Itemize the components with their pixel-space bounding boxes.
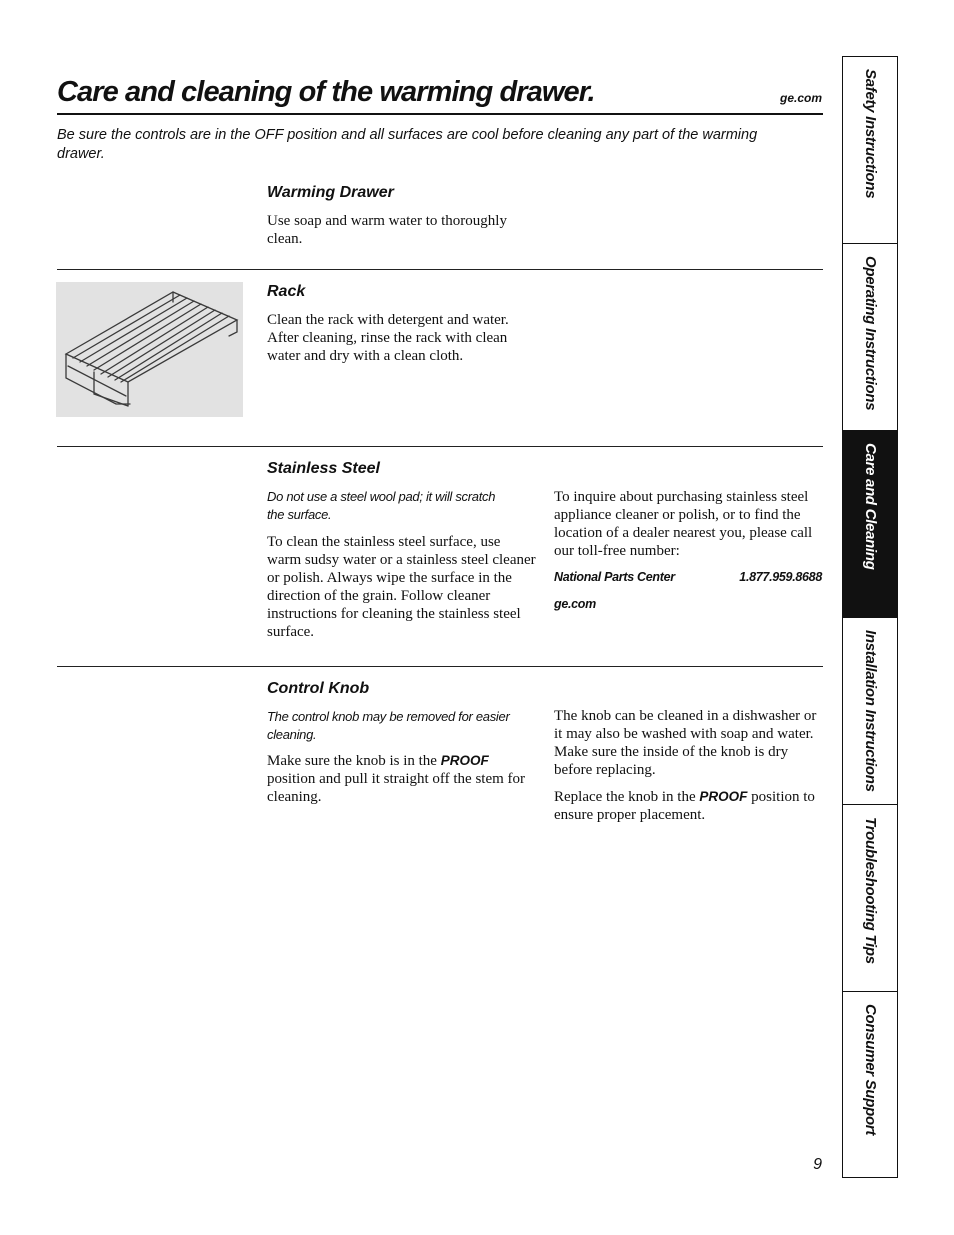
control-knob-wash-text: The knob can be cleaned in a dishwasher or it may also be washed with soap and water. Make sure the inside of the knob is dry before replacing.: [554, 708, 817, 778]
tab-care-and-cleaning[interactable]: [843, 431, 897, 618]
wire-rack-icon: [56, 282, 243, 417]
control-knob-heading: Control Knob: [267, 680, 370, 697]
tab-label: Troubleshooting Tips: [862, 817, 879, 964]
proof-term: PROOF: [699, 789, 748, 804]
section-divider: [57, 446, 823, 447]
control-knob-remove-text: Make sure the knob is in the PROOF position and pull it straight off the stem for cleaning.: [267, 753, 526, 805]
parts-center-phone[interactable]: 1.877.959.8688: [739, 570, 822, 584]
rack-text: Clean the rack with detergent and water. After cleaning, rinse the rack with clean water and dry with a clean cloth.: [267, 312, 509, 364]
parts-center-site[interactable]: ge.com: [554, 597, 596, 611]
rack-heading: Rack: [267, 283, 306, 300]
tab-label: Care and Cleaning: [862, 443, 879, 570]
section-divider: [57, 269, 823, 270]
tab-label: Installation Instructions: [862, 630, 879, 792]
tab-safety-instructions[interactable]: [843, 57, 897, 244]
tab-label: Operating Instructions: [862, 256, 879, 411]
title-divider: [57, 113, 823, 115]
intro-text: Be sure the controls are in the OFF position and all surfaces are cool before cleaning any part of the warming drawer.: [57, 127, 758, 162]
proof-term: PROOF: [440, 753, 489, 768]
page-number: 9: [813, 1156, 822, 1173]
parts-center-name: National Parts Center: [554, 570, 675, 584]
tab-label: Consumer Support: [862, 1004, 879, 1136]
tab-consumer-support[interactable]: [843, 992, 897, 1179]
stainless-steel-note: Do not use a steel wool pad; it will scratch the surface.: [267, 489, 496, 522]
tab-label: Safety Instructions: [862, 69, 879, 199]
side-nav: [842, 56, 898, 1178]
page-title: Care and cleaning of the warming drawer.: [57, 76, 595, 108]
warming-drawer-text: Use soap and warm water to thoroughly clean.: [267, 213, 507, 247]
section-divider: [57, 666, 823, 667]
warming-drawer-heading: Warming Drawer: [267, 184, 394, 201]
site-link[interactable]: ge.com: [779, 91, 822, 105]
stainless-steel-heading: Stainless Steel: [267, 460, 380, 477]
stainless-steel-text: To clean the stainless steel surface, use warm sudsy water or a stainless steel cleaner or polish. Always wipe the surface in the direction of the grain. Follow cleaner instructions for cleaning the stainless steel surface.: [267, 534, 536, 640]
control-knob-replace-text: Replace the knob in the PROOF position to ensure proper placement.: [554, 789, 815, 823]
control-knob-note: The control knob may be removed for easier cleaning.: [267, 709, 510, 742]
tab-troubleshooting-tips[interactable]: [843, 805, 897, 992]
rack-figure: [56, 282, 243, 417]
stainless-steel-inquiry: To inquire about purchasing stainless steel appliance cleaner or polish, or to find the location of a dealer nearest you, please call our toll-free number:: [554, 489, 813, 559]
tab-installation-instructions[interactable]: [843, 618, 897, 805]
tab-operating-instructions[interactable]: [843, 244, 897, 431]
